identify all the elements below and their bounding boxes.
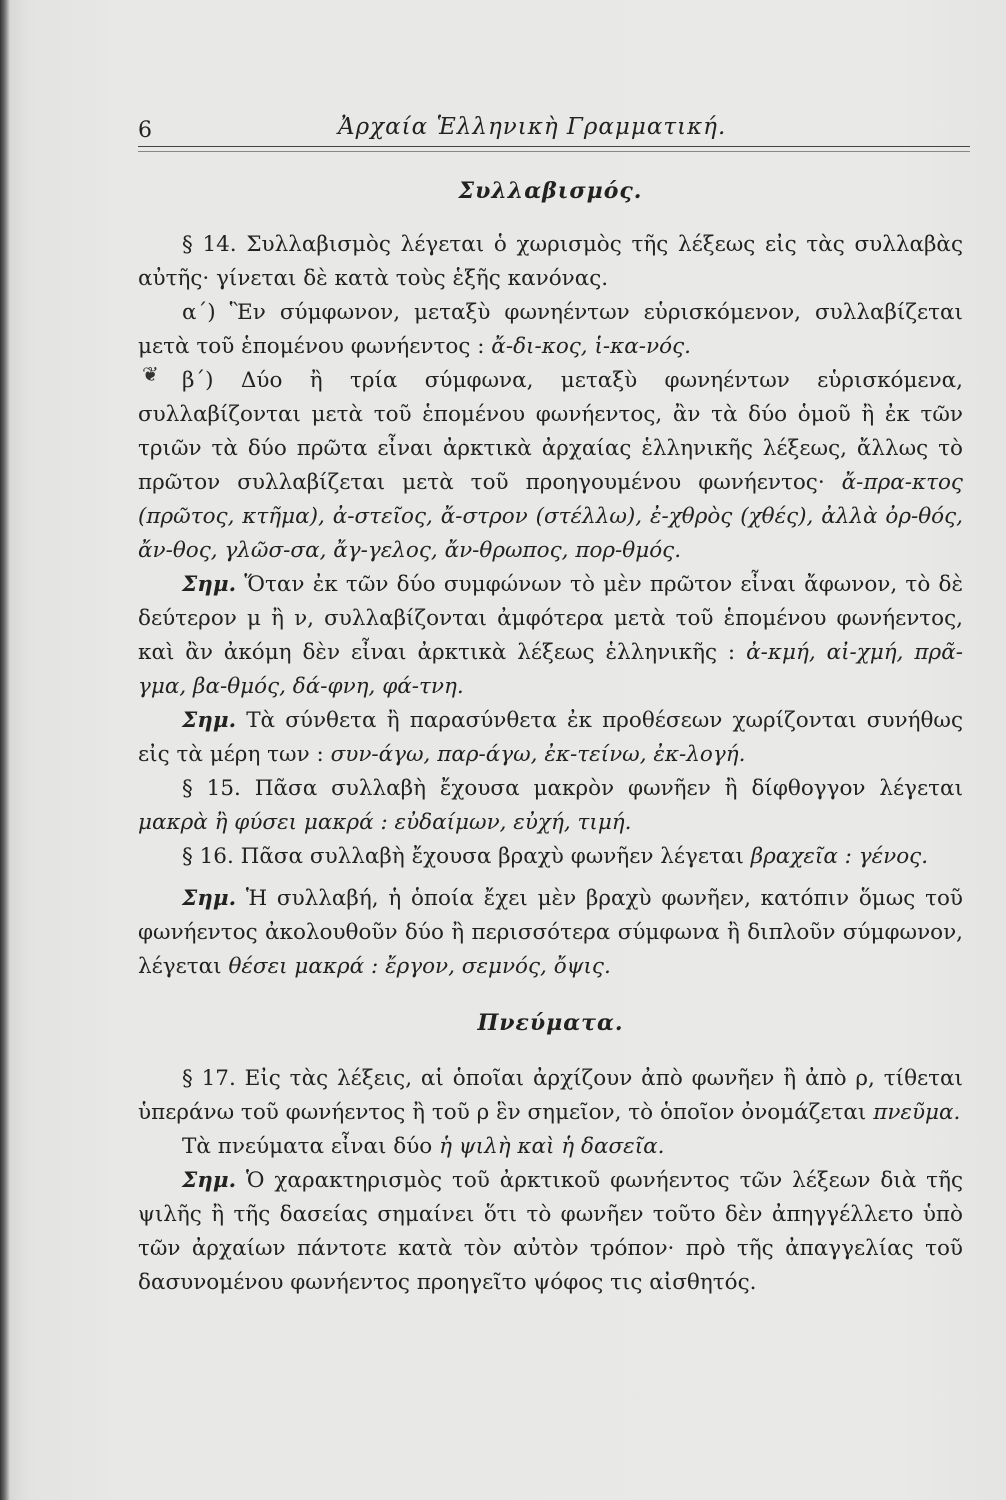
running-title: Ἀρχαία Ἑλληνικὴ Γραμματική.: [338, 114, 727, 140]
paragraph-17b-terms: ἡ ψιλὴ καὶ ἡ δασεῖα.: [439, 1134, 665, 1159]
note-3-text: Ἡ συλλαβή, ἡ ὁποία ἔχει μὲν βραχὺ φωνῆεν, κατόπιν ὅμως τοῦ φωνήεντος ἀκολουθοῦν δύο ἢ περισσότερα σύμφωνα ἢ διπλοῦν σύμφωνον, λέγεται: [138, 886, 963, 979]
rule-alpha-text: α΄) Ἓν σύμφωνον, μεταξὺ φωνηέντων εὑρισκόμενον, συλλαβίζεται μετὰ τοῦ ἑπομένου φωνήεντος :: [138, 300, 963, 359]
rule-beta-examples: ἄ-πρα-κτος (πρῶτος, κτῆμα), ἀ-στεῖος, ἄ-στρον (στέλλω), ἐ-χθρὸς (χθές), ἀλλὰ ὀρ-θός, ἄν-θος, γλῶσ-σα, ἄγ-γελος, ἄν-θρωπος, πορ-θμός.: [138, 470, 963, 563]
note-2-label: Σημ.: [182, 708, 237, 733]
paragraph-17b: [138, 1130, 963, 1164]
section-title-pneumata: Πνεύματα.: [477, 1010, 624, 1036]
note-1-examples: ἀ-κμή, αἰ-χμή, πρᾶ-γμα, βα-θμός, δά-φνη, φά-τνη.: [138, 640, 963, 699]
paragraph-17-term: πνεῦμα.: [873, 1100, 961, 1125]
paragraph-15-text: § 15. Πᾶσα συλλαβὴ ἔχουσα μακρὸν φωνῆεν ἢ δίφθογγον λέγεται: [182, 776, 963, 801]
header-rule: [138, 146, 970, 147]
paragraph-17: [138, 1062, 963, 1130]
note-2: [138, 704, 963, 772]
binding-edge: [0, 0, 10, 1500]
header-rule-secondary: [138, 151, 970, 152]
main-text: [138, 166, 963, 1300]
note-1-label: Σημ.: [182, 572, 237, 597]
note-3-label: Σημ.: [182, 886, 237, 911]
paragraph-16-examples: βραχεῖα : γένος.: [750, 844, 929, 869]
note-1: [138, 568, 963, 704]
paragraph-14-beta: [138, 364, 963, 568]
page-header: [138, 108, 970, 148]
note-4: [138, 1164, 963, 1300]
note-4-text: Ὁ χαρακτηρισμὸς τοῦ ἀρκτικοῦ φωνήεντος τῶν λέξεων διὰ τῆς ψιλῆς ἢ τῆς δασείας σημαίνει ὅτι τὸ φωνῆεν τοῦτο δὲν ἀπηγγέλλετο ὑπὸ τῶν ἀρχαίων πάντοτε κατὰ τὸν αὐτὸν τρόπον· πρὸ τῆς ἀπαγγελίας τοῦ δασυνομένου φωνήεντος προηγεῖτο ψόφος τις αἰσθητός.: [138, 1168, 963, 1295]
ink-mark-icon: ❦: [142, 362, 159, 386]
rule-alpha-examples: ἄ-δι-κος, ἱ-κα-νός.: [491, 334, 691, 359]
page-number: 6: [138, 118, 152, 143]
note-2-text: Τὰ σύνθετα ἢ παρασύνθετα ἐκ προθέσεων χωρίζονται συνήθως εἰς τὰ μέρη των :: [138, 708, 963, 767]
paragraph-16-text: § 16. Πᾶσα συλλαβὴ ἔχουσα βραχὺ φωνῆεν λέγεται: [182, 844, 744, 869]
paragraph-16: [138, 840, 963, 874]
paragraph-17-text: § 17. Εἰς τὰς λέξεις, αἱ ὁποῖαι ἀρχίζουν ἀπὸ φωνῆεν ἢ ἀπὸ ρ, τίθεται ὑπεράνω τοῦ φωνήεντος ἢ τοῦ ρ ἓν σημεῖον, τὸ ὁποῖον ὀνομάζεται: [138, 1066, 963, 1125]
paragraph-15: [138, 772, 963, 840]
paragraph-15-examples: μακρὰ ἢ φύσει μακρά : εὐδαίμων, εὐχή, τιμή.: [138, 810, 632, 835]
rule-beta-text: β΄) Δύο ἢ τρία σύμφωνα, μεταξὺ φωνηέντων εὑρισκόμενα, συλλαβίζονται μετὰ τοῦ ἑπομένου φωνήεντος, ἂν τὰ δύο ὁμοῦ ἢ ἐκ τῶν τριῶν τὰ δύο πρῶτα εἶναι ἀρκτικὰ ἀρχαίας ἑλληνικῆς λέξεως, ἄλλως τὸ πρῶτον συλλαβίζεται μετὰ τοῦ προηγουμένου φωνήεντος·: [138, 368, 963, 495]
note-2-examples: συν-άγω, παρ-άγω, ἐκ-τείνω, ἐκ-λογή.: [330, 742, 746, 767]
note-3: [138, 882, 963, 984]
paragraph-14: § 14. Συλλαβισμὸς λέγεται ὁ χωρισμὸς τῆς λέξεως εἰς τὰς συλλαβὰς αὐτῆς· γίνεται δὲ κατὰ τοὺς ἑξῆς κανόνας.: [138, 232, 963, 291]
note-3-examples: θέσει μακρά : ἔργον, σεμνός, ὄψις.: [228, 954, 611, 979]
note-4-label: Σημ.: [182, 1168, 237, 1193]
note-1-text: Ὅταν ἐκ τῶν δύο συμφώνων τὸ μὲν πρῶτον εἶναι ἄφωνον, τὸ δὲ δεύτερον μ ἢ ν, συλλαβίζονται ἀμφότερα μετὰ τοῦ ἑπομένου φωνήεντος, καὶ ἂν ἀκόμη δὲν εἶναι ἀρκτικὰ λέξεως ἑλληνικῆς :: [138, 572, 963, 665]
paragraph-14-alpha: [138, 296, 963, 364]
section-title-syllabismos: Συλλαβισμός.: [458, 178, 643, 204]
paragraph-17b-text: Τὰ πνεύματα εἶναι δύο: [182, 1134, 433, 1159]
